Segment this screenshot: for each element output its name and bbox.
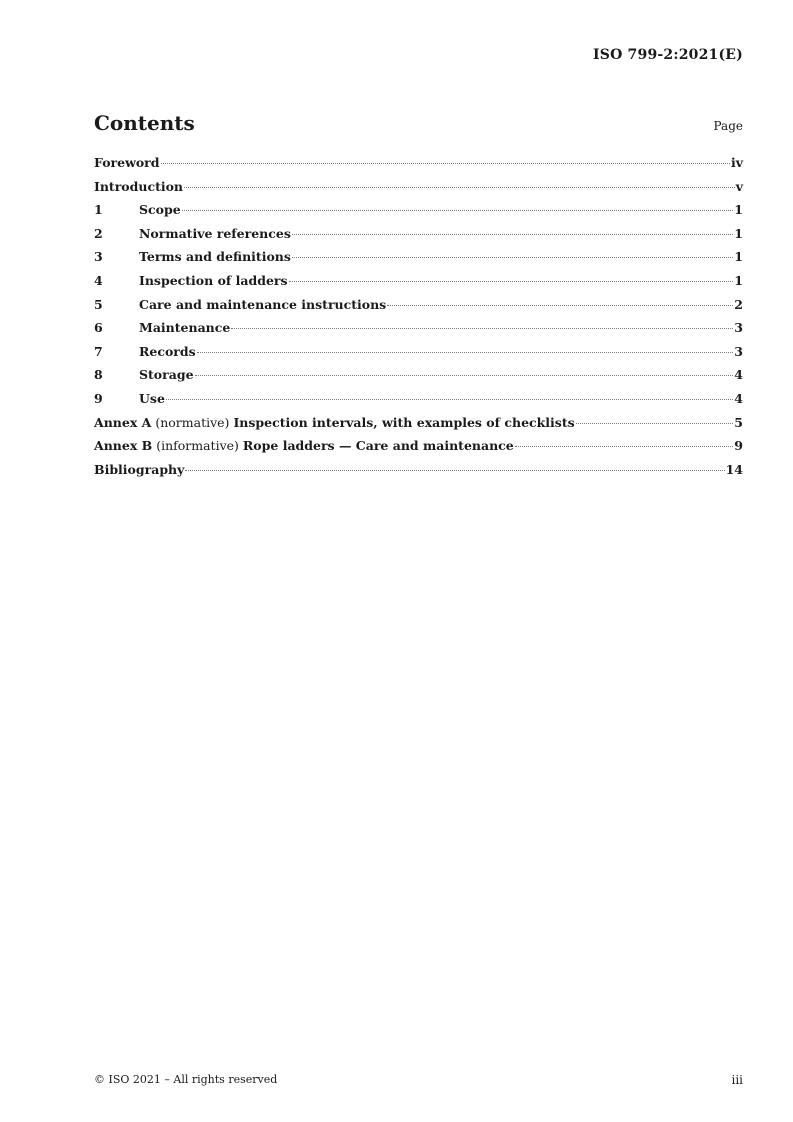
toc-entry-care-and-maintenance-instructions[interactable] xyxy=(94,297,743,321)
toc-entry-title: Scope xyxy=(139,202,181,218)
toc-entry-title: Maintenance xyxy=(139,320,231,336)
toc-entry-number: 4 xyxy=(94,272,103,288)
dot-leader xyxy=(387,305,733,306)
dot-leader xyxy=(161,163,730,164)
dot-leader xyxy=(166,399,733,400)
dot-leader xyxy=(576,423,734,424)
dot-leader xyxy=(197,352,734,353)
toc-entry-introduction[interactable] xyxy=(94,179,743,203)
toc-entry-storage[interactable] xyxy=(94,367,743,391)
toc-entry-number: 9 xyxy=(94,390,103,406)
toc-entry-page: 1 xyxy=(734,202,743,218)
toc-entry-inspection-of-ladders[interactable] xyxy=(94,273,743,297)
toc-entry-title: Bibliography xyxy=(94,461,185,477)
dot-leader xyxy=(292,257,733,258)
footer-copyright: © ISO 2021 – All rights reserved xyxy=(94,1073,278,1086)
document-id: ISO 799-2:2021(E) xyxy=(593,47,743,63)
dot-leader xyxy=(515,446,734,447)
toc-entry-title: Use xyxy=(139,390,165,406)
toc-entry-number: 7 xyxy=(94,343,103,359)
toc-entry-title: Foreword xyxy=(94,155,160,170)
toc-entry-title: Storage xyxy=(139,367,194,383)
footer-page-number: iii xyxy=(731,1073,743,1087)
toc-entry-records[interactable] xyxy=(94,344,743,368)
toc-annex-label: Annex A xyxy=(94,414,152,430)
toc-entry-maintenance[interactable] xyxy=(94,320,743,344)
toc-entry-normative-references[interactable] xyxy=(94,226,743,250)
toc-entry-number: 8 xyxy=(94,367,103,383)
toc-entry-page: 1 xyxy=(734,225,743,241)
toc-entry-page: 1 xyxy=(734,249,743,265)
toc-annex-type: (informative) xyxy=(156,438,239,454)
contents-title: Contents xyxy=(94,111,195,135)
dot-leader xyxy=(292,234,733,235)
dot-leader xyxy=(231,328,733,329)
toc-entry-scope[interactable] xyxy=(94,202,743,226)
toc-entry-foreword[interactable] xyxy=(94,155,743,179)
toc-entry-page: 3 xyxy=(734,343,743,359)
toc-entry-title: Records xyxy=(139,343,196,359)
toc-entry-annex-a[interactable] xyxy=(94,415,743,439)
toc-entry-terms-and-definitions[interactable] xyxy=(94,249,743,273)
toc-annex-type: (normative) xyxy=(155,414,230,430)
table-of-contents xyxy=(94,155,743,485)
toc-entry-page: v xyxy=(735,178,743,194)
toc-entry-title: Introduction xyxy=(94,178,184,194)
toc-entry-use[interactable] xyxy=(94,391,743,415)
toc-entry-title: Care and maintenance instructions xyxy=(139,296,387,312)
contents-header xyxy=(94,111,743,139)
toc-entry-page: 1 xyxy=(734,272,743,288)
toc-entry-bibliography[interactable] xyxy=(94,462,743,486)
toc-entry-page: 3 xyxy=(734,320,743,336)
toc-entry-number: 6 xyxy=(94,320,103,336)
toc-annex-label: Annex B xyxy=(94,438,153,454)
toc-entry-number: 1 xyxy=(94,202,103,218)
toc-entry-page: 4 xyxy=(734,367,743,383)
toc-entry-title: Inspection intervals, with examples of checklists xyxy=(233,414,575,430)
toc-entry-page: 9 xyxy=(734,438,743,454)
toc-entry-title: Rope ladders — Care and maintenance xyxy=(242,438,514,454)
toc-entry-page: 2 xyxy=(734,296,743,312)
dot-leader xyxy=(195,375,734,376)
toc-entry-number: 2 xyxy=(94,225,103,241)
dot-leader xyxy=(185,470,724,471)
toc-entry-page: 4 xyxy=(734,390,743,406)
dot-leader xyxy=(184,187,735,188)
dot-leader xyxy=(289,281,734,282)
toc-entry-number: 3 xyxy=(94,249,103,265)
toc-entry-title: Normative references xyxy=(139,225,291,241)
toc-entry-number: 5 xyxy=(94,296,103,312)
toc-entry-page: iv xyxy=(730,155,743,170)
toc-entry-title: Inspection of ladders xyxy=(139,272,288,288)
dot-leader xyxy=(182,210,734,211)
toc-entry-title: Terms and definitions xyxy=(139,249,291,265)
toc-entry-page: 5 xyxy=(734,414,743,430)
toc-entry-annex-b[interactable] xyxy=(94,438,743,462)
toc-entry-page: 14 xyxy=(725,461,743,477)
page-column-label: Page xyxy=(713,119,743,133)
